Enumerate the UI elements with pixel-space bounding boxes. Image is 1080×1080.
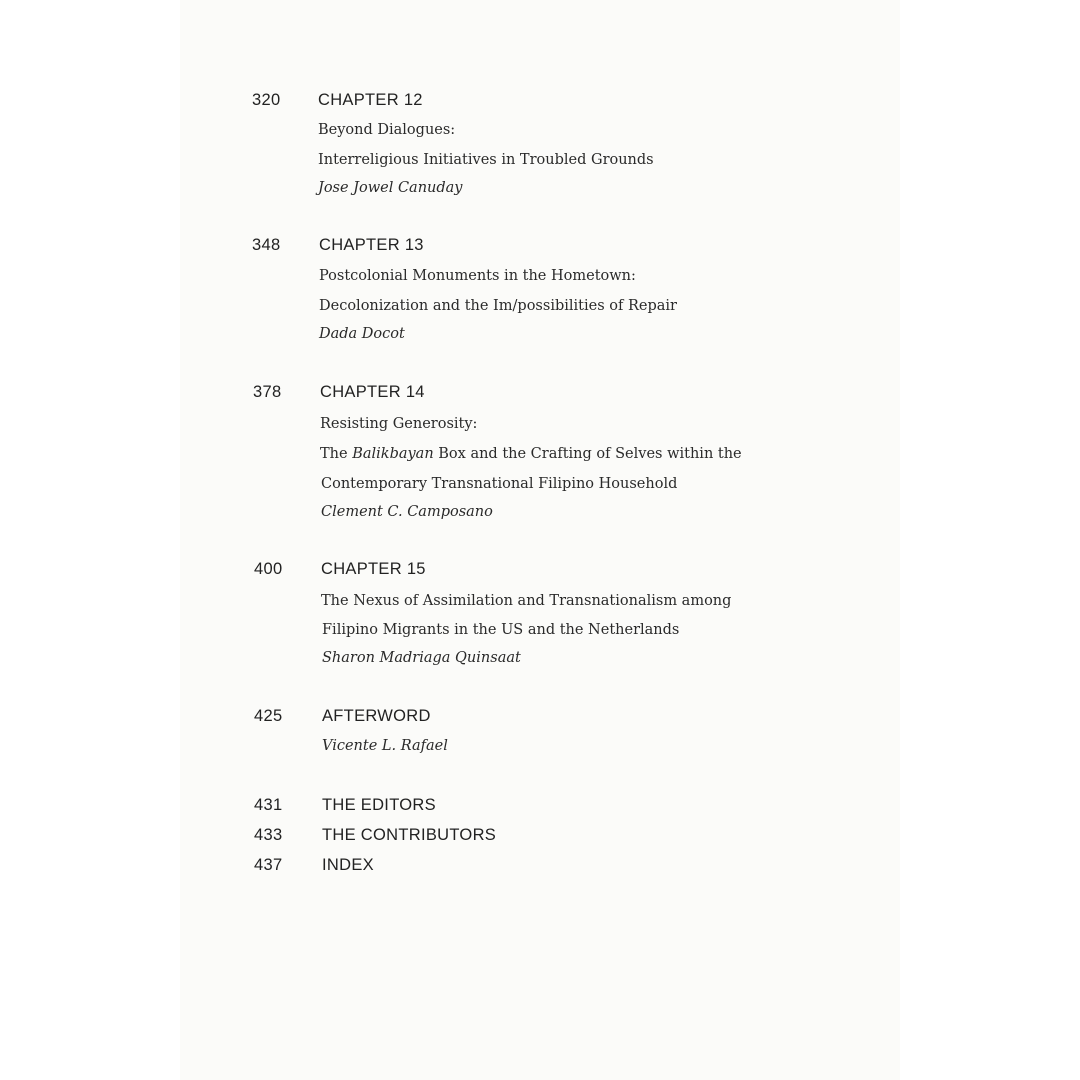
section-label: INDEX <box>322 856 374 874</box>
page-number: 433 <box>254 826 283 844</box>
section-author: Vicente L. Rafael <box>322 738 448 754</box>
page-number: 378 <box>253 383 282 401</box>
page-number: 348 <box>252 236 281 254</box>
chapter-subtitle <box>320 443 742 465</box>
page-number: 437 <box>254 856 283 874</box>
chapter-subtitle: Filipino Migrants in the US and the Netherlands <box>322 622 680 638</box>
page-number: 431 <box>254 796 283 814</box>
chapter-title: Postcolonial Monuments in the Hometown: <box>319 268 636 284</box>
chapter-author: Clement C. Camposano <box>321 504 493 520</box>
section-label: THE EDITORS <box>322 796 436 814</box>
chapter-title: The Nexus of Assimilation and Transnationalism among <box>321 593 732 609</box>
chapter-label: CHAPTER 12 <box>318 91 423 109</box>
chapter-label: CHAPTER 14 <box>320 383 425 401</box>
subtitle-text: The <box>320 446 353 462</box>
section-label: AFTERWORD <box>322 707 431 725</box>
subtitle-text: Box and the Crafting of Selves within the <box>433 446 742 462</box>
chapter-subtitle: Decolonization and the Im/possibilities of Repair <box>319 298 677 314</box>
section-label: THE CONTRIBUTORS <box>322 826 497 844</box>
chapter-label: CHAPTER 13 <box>319 236 424 254</box>
page-number: 400 <box>254 560 283 578</box>
chapter-subtitle-continued: Contemporary Transnational Filipino Household <box>321 476 678 492</box>
chapter-title: Beyond Dialogues: <box>318 122 456 138</box>
chapter-author: Dada Docot <box>319 326 405 342</box>
chapter-subtitle: Interreligious Initiatives in Troubled Grounds <box>318 152 654 168</box>
chapter-author: Jose Jowel Canuday <box>318 180 463 196</box>
chapter-title: Resisting Generosity: <box>320 416 478 432</box>
subtitle-italic-term: Balikbayan <box>352 446 434 462</box>
chapter-author: Sharon Madriaga Quinsaat <box>322 650 521 666</box>
page-number: 425 <box>254 707 283 725</box>
chapter-label: CHAPTER 15 <box>321 560 426 578</box>
page-number: 320 <box>252 91 281 109</box>
